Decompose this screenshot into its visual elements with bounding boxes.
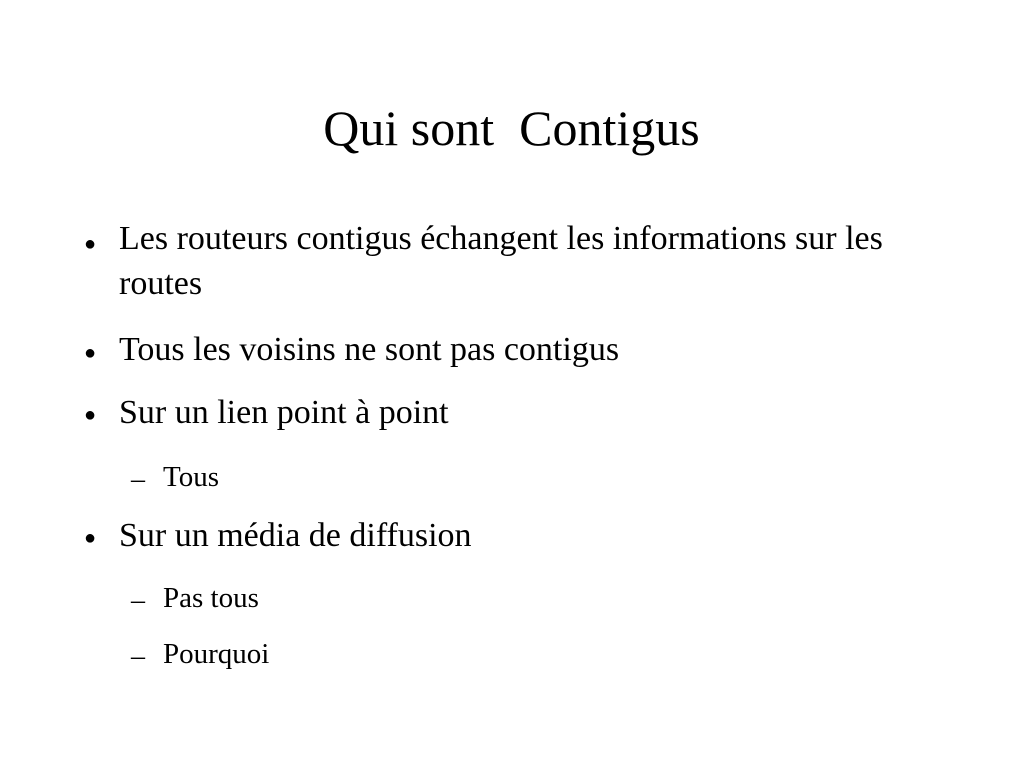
- bullet-icon: ●: [84, 342, 97, 364]
- dash-icon: –: [131, 585, 145, 616]
- bullet-text: Tous les voisins ne sont pas contigus: [119, 331, 620, 368]
- dash-icon: –: [131, 464, 145, 495]
- dash-icon: –: [131, 641, 145, 672]
- bullet-icon: ●: [84, 527, 97, 549]
- bullet-text: Les routeurs contigus échangent les informations sur les routes: [119, 220, 883, 302]
- bullet-icon: ●: [84, 404, 97, 426]
- bullet-text: Sur un lien point à point: [119, 394, 449, 431]
- sub-bullet-text: Pas tous: [163, 582, 259, 614]
- bullet-icon: ●: [84, 233, 97, 255]
- bullet-text: Sur un média de diffusion: [119, 517, 472, 554]
- slide-title: Qui sont Contigus: [323, 100, 700, 156]
- sub-bullet-text: Pourquoi: [163, 638, 270, 670]
- sub-bullet-text: Tous: [163, 461, 219, 493]
